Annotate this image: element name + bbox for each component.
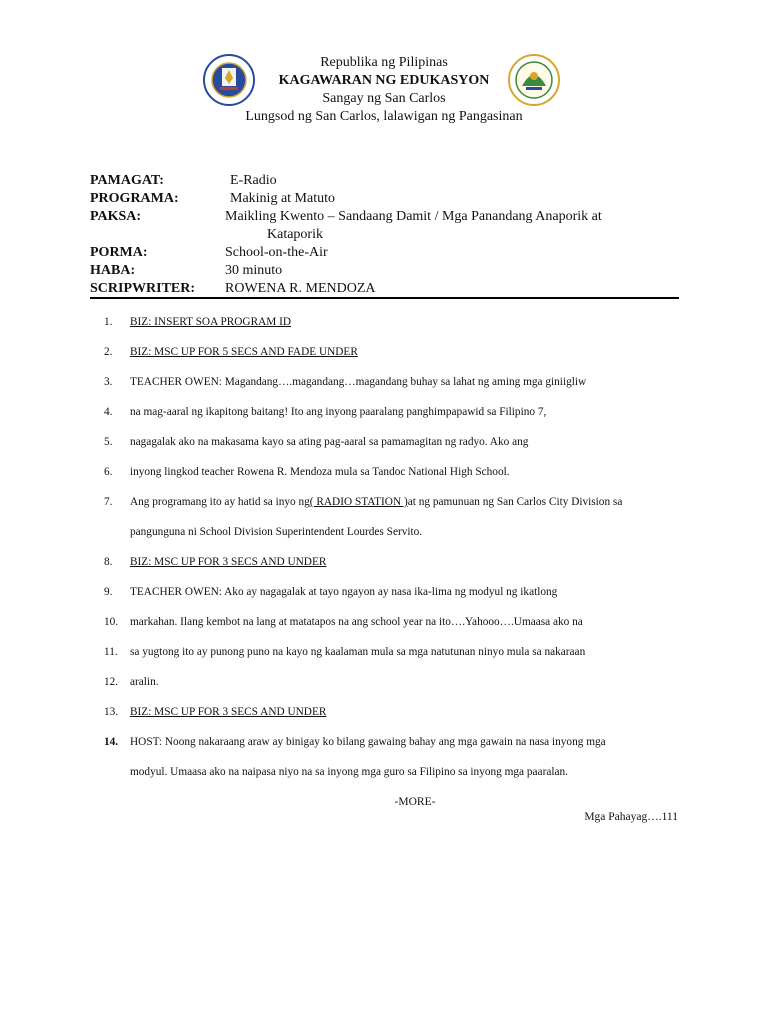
script-line: 9. TEACHER OWEN: Ako ay nagagalak at tayo ngayon ay nasa ika-lima ng modyul ng ikatlong: [104, 586, 558, 598]
pamagat-label: PAMAGAT:: [90, 173, 164, 188]
script-line: 2. BIZ: MSC UP FOR 5 SECS AND FADE UNDER: [104, 346, 358, 358]
scriptwriter-label: SCRIPWRITER:: [90, 281, 196, 296]
script-line: modyul. Umaasa ako na naipasa niyo na sa inyong mga guro sa Filipino sa inyong mga paaralan.: [130, 766, 568, 778]
header-divider: [90, 297, 679, 299]
script-info: [90, 172, 680, 298]
script-line: 7. Ang programang ito ay hatid sa inyo ng( RADIO STATION )at ng pamunuan ng San Carlos City Division sa: [104, 496, 623, 508]
header-city: Lungsod ng San Carlos, lalawigan ng Pangasinan: [245, 109, 523, 124]
radio-station-placeholder: ( RADIO STATION ): [309, 496, 408, 508]
script-line: 12. aralin.: [104, 676, 159, 688]
script-line: 14. HOST: Noong nakaraang araw ay binigay ko bilang gawaing bahay ang mga gawain na nasa inyong mga: [104, 736, 606, 748]
header-republic: Republika ng Pilipinas: [320, 55, 448, 70]
header-division: Sangay ng San Carlos: [322, 91, 446, 106]
pamagat-value: E-Radio: [230, 173, 277, 188]
script-line: 1. BIZ: INSERT SOA PROGRAM ID: [104, 316, 292, 328]
script-line: 10. markahan. Ilang kembot na lang at matatapos na ang school year na ito….Yahooo….Umaasa ako na: [104, 616, 583, 628]
document-header: [0, 54, 768, 126]
script-line: 4. na mag-aaral ng ikapitong baitang! Ito ang inyong paaralang panghimpapawid sa Filipino 7,: [104, 406, 547, 418]
programa-value: Makinig at Matuto: [230, 191, 335, 206]
script-line: 3. TEACHER OWEN: Magandang….magandang…magandang buhay sa lahat ng aming mga giniigliw: [104, 376, 587, 388]
more-marker: -MORE-: [394, 796, 436, 808]
script-line: 8. BIZ: MSC UP FOR 3 SECS AND UNDER: [104, 556, 327, 568]
programa-label: PROGRAMA:: [90, 191, 179, 206]
script-line: 6. inyong lingkod teacher Rowena R. Mendoza mula sa Tandoc National High School.: [104, 466, 510, 478]
script-line: 11. sa yugtong ito ay punong puno na kayo ng kaalaman mula sa mga natutunan ninyo mula sa nakaraan: [104, 646, 586, 658]
script-line: 5. nagagalak ako na makasama kayo sa ating pag-aaral sa pamamagitan ng radyo. Ako ang: [104, 436, 529, 448]
header-department: KAGAWARAN NG EDUKASYON: [278, 73, 490, 88]
haba-label: HABA:: [90, 263, 136, 278]
script-line: pangunguna ni School Division Superintendent Lourdes Servito.: [130, 526, 423, 538]
paksa-value-cont: Kataporik: [267, 227, 323, 242]
script-line: 13. BIZ: MSC UP FOR 3 SECS AND UNDER: [104, 706, 327, 718]
paksa-label: PAKSA:: [90, 209, 142, 224]
page-footer: Mga Pahayag….111: [584, 811, 678, 823]
paksa-value: Maikling Kwento – Sandaang Damit / Mga Panandang Anaporik at: [225, 209, 602, 224]
scriptwriter-value: ROWENA R. MENDOZA: [225, 281, 376, 296]
porma-value: School-on-the-Air: [225, 245, 328, 260]
porma-label: PORMA:: [90, 245, 148, 260]
haba-value: 30 minuto: [225, 263, 283, 278]
